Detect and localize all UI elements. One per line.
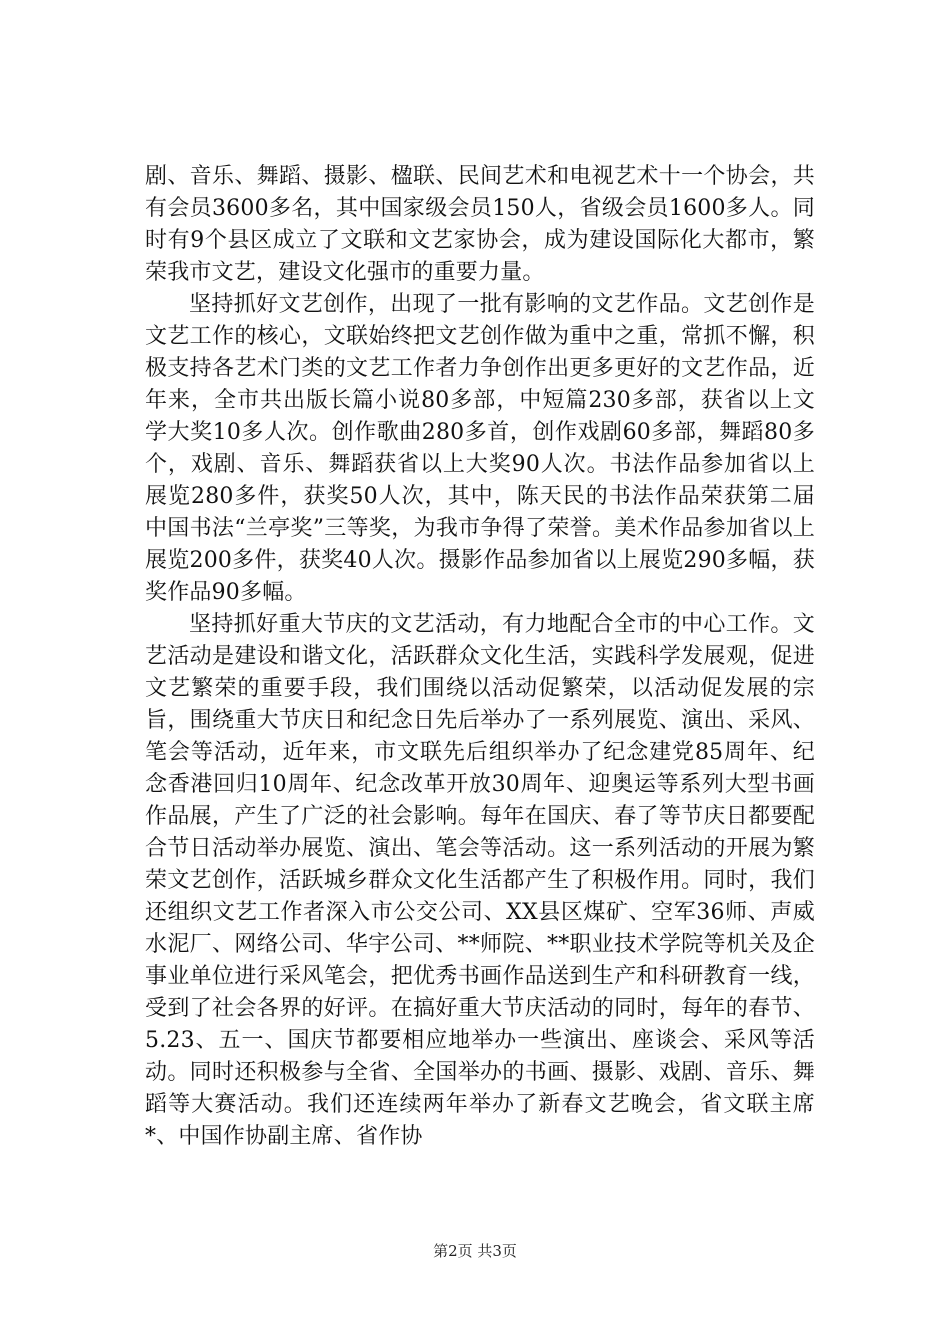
- paragraph-continuation: 剧、音乐、舞蹈、摄影、楹联、民间艺术和电视艺术十一个协会，共有会员3600多名，其中国家级会员150人，省级会员1600多人。同时有9个县区成立了文联和文艺家协会，成为建设国际化大都市，繁荣我市文艺，建设文化强市的重要力量。: [145, 164, 815, 285]
- document-body: [145, 161, 815, 1153]
- paragraph-literary-creation: 坚持抓好文艺创作，出现了一批有影响的文艺作品。文艺创作是文艺工作的核心，文联始终把文艺创作做为重中之重，常抓不懈，积极支持各艺术门类的文艺工作者力争创作出更多更好的文艺作品，近年来，全市共出版长篇小说80多部，中短篇230多部，获省以上文学大奖10多人次。创作歌曲280多首，创作戏剧60多部，舞蹈80多个，戏剧、音乐、舞蹈获省以上大奖90人次。书法作品参加省以上展览280多件，获奖50人次，其中，陈天民的书法作品荣获第二届中国书法“兰亭奖”三等奖，为我市争得了荣誉。美术作品参加省以上展览200多件，获奖40人次。摄影作品参加省以上展览290多幅，获奖作品90多幅。: [145, 292, 815, 605]
- page-number-label: 第2页 共3页: [433, 1242, 517, 1260]
- paragraph-festival-activities: 坚持抓好重大节庆的文艺活动，有力地配合全市的中心工作。文艺活动是建设和谐文化，活跃群众文化生活，实践科学发展观，促进文艺繁荣的重要手段，我们围绕以活动促繁荣，以活动促发展的宗旨，围绕重大节庆日和纪念日先后举办了一系列展览、演出、采风、笔会等活动，近年来，市文联先后组织举办了纪念建党85周年、纪念香港回归10周年、纪念改革开放30周年、迎奥运等系列大型书画作品展，产生了广泛的社会影响。每年在国庆、春了等节庆日都要配合节日活动举办展览、演出、笔会等活动。这一系列活动的开展为繁荣文艺创作，活跃城乡群众文化生活都产生了积极作用。同时，我们还组织文艺工作者深入市公交公司、XX县区煤矿、空军36师、声威水泥厂、网络公司、华宇公司、**师院、**职业技术学院等机关及企事业单位进行采风笔会，把优秀书画作品送到生产和科研教育一线，受到了社会各界的好评。在搞好重大节庆活动的同时，每年的春节、5.23、五一、国庆节都要相应地举办一些演出、座谈会、采风等活动。同时还积极参与全省、全国举办的书画、摄影、戏剧、音乐、舞蹈等大赛活动。我们还连续两年举办了新春文艺晚会，省文联主席*、中国作协副主席、省作协: [145, 612, 815, 1149]
- page-footer: [0, 1241, 950, 1261]
